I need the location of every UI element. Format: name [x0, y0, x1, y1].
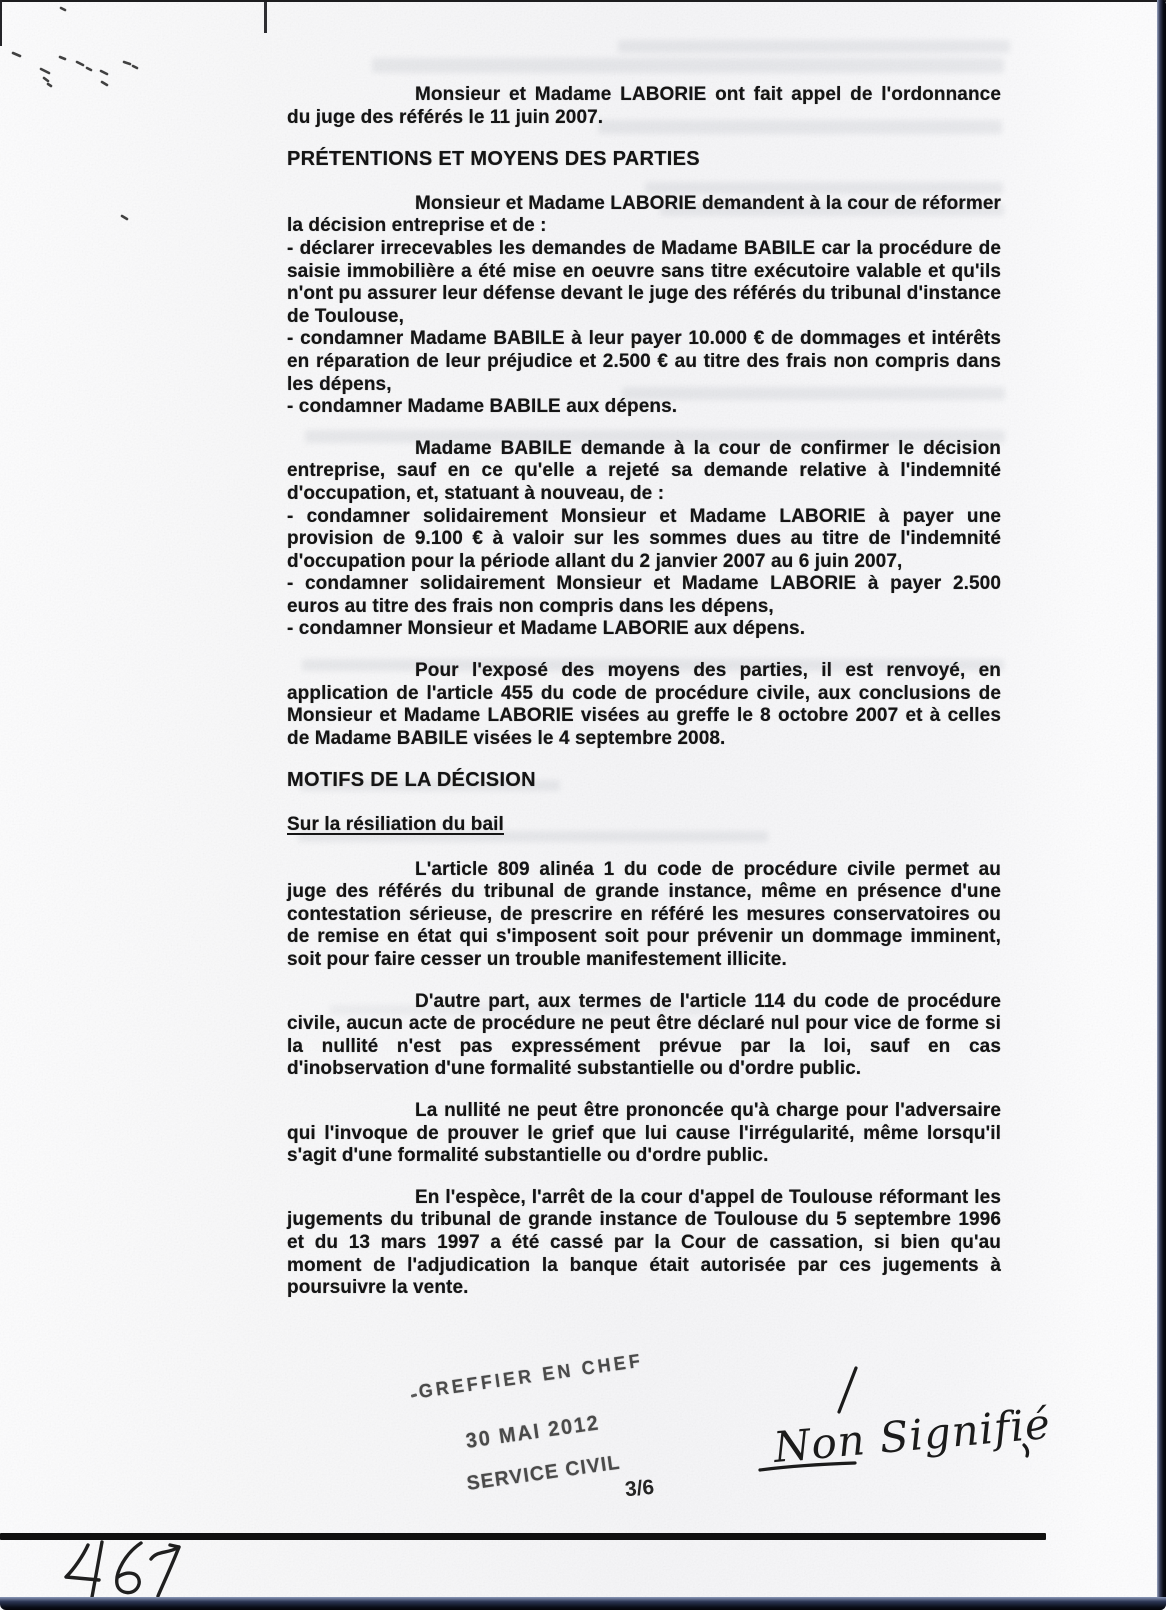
paragraph-article-809: L'article 809 alinéa 1 du code de procédure civile permet au juge des référés du tribunal de grande instance, même en présence d'une contestation sérieuse, de prescrire en référé les mesures conservatoires ou de remise en état qui s'imposent soit pour prévenir un dommage imminent, soit pour faire cesser un trouble manifestement illicite.: [287, 858, 1001, 970]
paragraph-en-espece: En l'espèce, l'arrêt de la cour d'appel de Toulouse réformant les jugements du tribunal de grande instance de Toulouse du 5 septembre 1996 et du 13 mars 1997 a été cassé par la Cour de cassation, si bien qu'au moment de l'adjudication la banque était autorisée par ces jugements à poursuivre la vente.: [287, 1186, 1001, 1299]
handwritten-annotation: [735, 1350, 1065, 1490]
handwritten-folio-number: [52, 1538, 212, 1602]
scan-border-right: [1157, 0, 1166, 1610]
document-text-block: [287, 84, 1001, 1300]
list-item-condamner-10000: - condamner Madame BABILE à leur payer 10.000 € de dommages et intérêts en réparation de leur préjudice et 2.500 € au titre des frais non compris dans les dépens,: [287, 328, 1001, 395]
ink-specks: [0, 0, 200, 240]
paragraph-appeal: Monsieur et Madame LABORIE ont fait appel de l'ordonnance du juge des référés le 11 juin 2007.: [287, 84, 1001, 128]
scan-edge-mark: [264, 0, 267, 33]
list-item-provision-9100: - condamner solidairement Monsieur et Madame LABORIE à payer une provision de 9.100 € à valoir sur les sommes dues au titre de l'indemnité d'occupation pour la période allant du 2 janvier 2007 au 6 juin 2007,: [287, 505, 1001, 572]
paragraph-laborie-demandes: Monsieur et Madame LABORIE demandent à la cour de réformer la décision entreprise et de :: [287, 192, 1001, 237]
heading-pretentions: PRÉTENTIONS ET MOYENS DES PARTIES: [287, 148, 700, 171]
scan-border-top: [0, 0, 1166, 2]
page-fraction: 3/6: [624, 1475, 656, 1502]
paragraph-article-114: D'autre part, aux termes de l'article 114 du code de procédure civile, aucun acte de procédure ne peut être déclaré nul pour vice de forme si la nullité n'est pas expressément prévue par la loi, sauf en cas d'inobservation d'une formalité substantielle ou d'ordre public.: [287, 990, 1001, 1080]
heading-motifs: MOTIFS DE LA DÉCISION: [287, 769, 536, 792]
bleed-through-line: [372, 58, 1004, 73]
handwritten-slash: [839, 1368, 856, 1412]
bleed-through-line: [618, 40, 1010, 53]
handwritten-annotation-text: Non Signifié: [771, 1398, 1053, 1472]
paragraph-babile-demandes: Madame BABILE demande à la cour de confirmer le décision entreprise, sauf en ce qu'elle a rejeté sa demande relative à l'indemnité d'occupation, et, statuant à nouveau, de :: [287, 437, 1001, 504]
stamp-greffier-en-chef: GREFFIER EN CHEF: [417, 1350, 645, 1403]
list-item-condamner-2500: - condamner solidairement Monsieur et Madame LABORIE à payer 2.500 euros au titre des frais non compris dans les dépens,: [287, 573, 1001, 617]
stamp-service-civil: SERVICE CIVIL: [465, 1451, 622, 1495]
stamp-date: 30 MAI 2012: [464, 1411, 602, 1453]
paragraph-nullite: La nullité ne peut être prononcée qu'à charge pour l'adversaire qui l'invoque de prouver le grief que lui cause l'irrégularité, même lorsqu'il s'agit d'une formalité substantielle ou d'ordre public.: [287, 1099, 1001, 1167]
list-item-declarer: - déclarer irrecevables les demandes de Madame BABILE car la procédure de saisie immobilière a été mise en oeuvre sans titre exécutoire valable et qu'ils n'ont pu assurer leur défense devant le juge des référés du tribunal d'instance de Toulouse,: [287, 237, 1001, 327]
list-item-laborie-depens: - condamner Monsieur et Madame LABORIE aux dépens.: [287, 618, 806, 640]
scan-border-left: [0, 0, 2, 46]
paragraph-expose-moyens: Pour l'exposé des moyens des parties, il est renvoyé, en application de l'article 455 du code de procédure civile, aux conclusions de Monsieur et Madame LABORIE visées au greffe le 8 octobre 2007 et à celles de Madame BABILE visées le 4 septembre 2008.: [287, 660, 1001, 749]
subheading-resiliation-bail: Sur la résiliation du bail: [287, 814, 504, 836]
scan-border-bottom: [0, 1597, 1166, 1610]
list-item-condamner-depens: - condamner Madame BABILE aux dépens.: [287, 396, 678, 418]
